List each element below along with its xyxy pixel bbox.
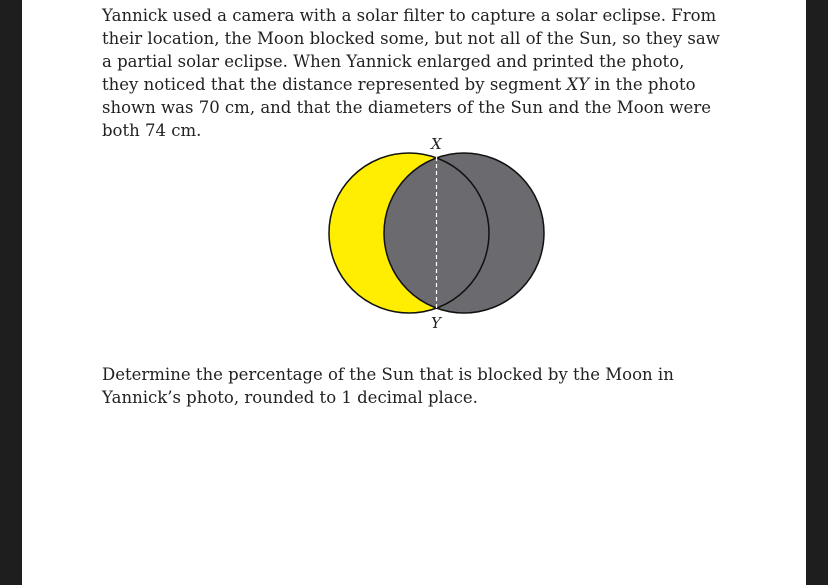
problem-statement — [102, 4, 722, 142]
label-x: X — [431, 135, 442, 153]
eclipse-figure — [292, 130, 562, 340]
moon-disc — [384, 153, 544, 313]
segment-name: XY — [566, 75, 590, 94]
eclipse-diagram — [292, 130, 562, 340]
statement-text-part-2: in the photo shown was 70 cm, and that the diameters of the Sun and the Moon were both 74 cm. — [102, 75, 711, 140]
document-page — [22, 0, 806, 585]
statement-text-part-1: Yannick used a camera with a solar filter to capture a solar eclipse. From their location, the Moon blocked some, but not all of the Sun, so they saw a partial solar eclipse. When Yannick enlarged and printed the photo, they noticed that the distance represented by segment — [102, 6, 720, 94]
question-text: Determine the percentage of the Sun that is blocked by the Moon in Yannick’s photo, rounded to 1 decimal place. — [102, 365, 674, 407]
label-y: Y — [431, 314, 441, 332]
